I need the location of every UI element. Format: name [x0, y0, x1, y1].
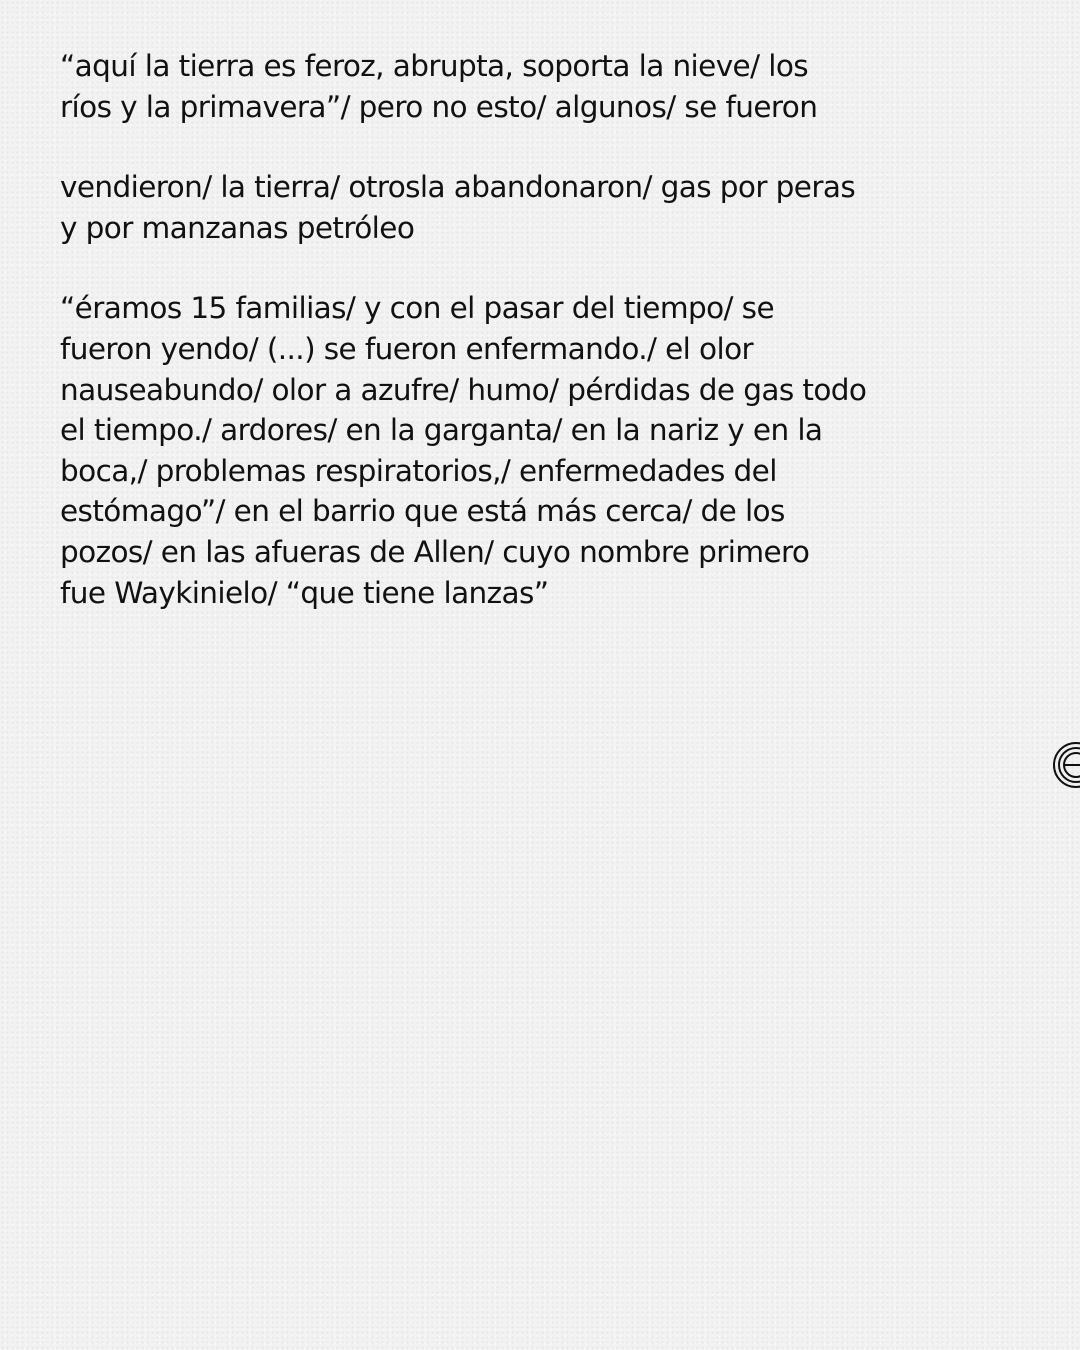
poem-text: [60, 46, 940, 653]
poem-line: boca,/ problemas respiratorios,/ enfermedades del: [60, 453, 777, 488]
stanza-1: [60, 46, 940, 127]
poem-line: “éramos 15 familias/ y con el pasar del tiempo/ se: [60, 291, 774, 326]
poem-line: “aquí la tierra es feroz, abrupta, soporta la nieve/ los: [60, 49, 809, 83]
poem-line: estómago”/ en el barrio que está más cerca/ de los: [60, 494, 785, 529]
poem-line: pozos/ en las afueras de Allen/ cuyo nombre primero: [60, 534, 810, 569]
poem-line: fue Waykinielo/ “que tiene lanzas”: [60, 575, 549, 610]
poem-line: y por manzanas petróleo: [60, 210, 415, 245]
poem-line: fueron yendo/ (...) se fueron enfermando./ el olor: [60, 331, 754, 366]
concentric-circles-logo-icon: [1052, 741, 1080, 789]
poem-line: ríos y la primavera”/ pero no esto/ algunos/ se fueron: [60, 89, 818, 124]
stanza-2: [60, 167, 940, 248]
poem-line: el tiempo./ ardores/ en la garganta/ en la nariz y en la: [60, 413, 823, 448]
poem-line: vendieron/ la tierra/ otrosla abandonaron/ gas por peras: [60, 170, 856, 205]
stanza-3: [60, 288, 940, 613]
poem-line: nauseabundo/ olor a azufre/ humo/ pérdidas de gas todo: [60, 372, 867, 407]
